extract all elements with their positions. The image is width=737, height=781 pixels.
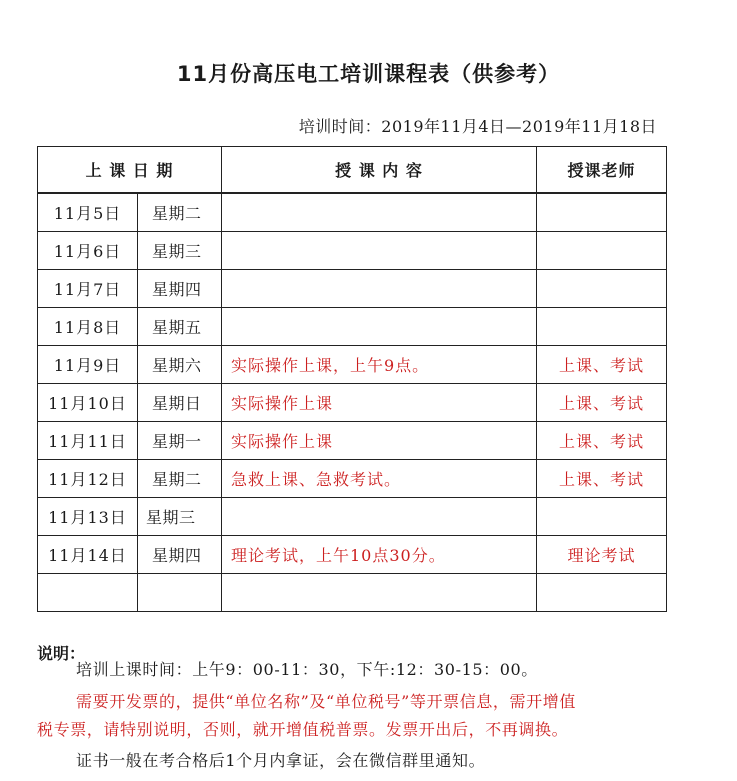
date-cell: 11月9日 <box>38 346 138 384</box>
teacher-cell: 上课、考试 <box>537 460 667 498</box>
content-cell: 实际操作上课，上午9点。 <box>222 346 537 384</box>
teacher-cell <box>537 232 667 270</box>
note-class-time: 培训上课时间：上午9：00-11：30，下午:12：30-15：00。 <box>76 660 538 679</box>
weekday-cell: 星期二 <box>138 193 222 232</box>
teacher-cell <box>537 270 667 308</box>
weekday-cell: 星期六 <box>138 346 222 384</box>
date-cell: 11月11日 <box>38 422 138 460</box>
weekday-cell: 星期二 <box>138 460 222 498</box>
table-row <box>38 460 667 498</box>
table-row <box>38 270 667 308</box>
table-row <box>38 232 667 270</box>
date-cell: 11月6日 <box>38 232 138 270</box>
date-cell: 11月13日 <box>38 498 138 536</box>
teacher-cell: 上课、考试 <box>537 346 667 384</box>
weekday-cell: 星期三 <box>138 498 222 536</box>
teacher-cell: 上课、考试 <box>537 384 667 422</box>
table-header-row <box>38 147 667 194</box>
content-cell <box>222 574 537 612</box>
weekday-cell: 星期一 <box>138 422 222 460</box>
table-row <box>38 193 667 232</box>
teacher-cell <box>537 498 667 536</box>
content-cell <box>222 270 537 308</box>
note-invoice-line-2: 税专票，请特别说明，否则，就开增值税普票。发票开出后，不再调换。 <box>37 720 569 739</box>
weekday-cell: 星期四 <box>138 270 222 308</box>
content-cell: 实际操作上课 <box>222 422 537 460</box>
note-certificate: 证书一般在考合格后1个月内拿证，会在微信群里通知。 <box>76 751 486 770</box>
notes-heading: 说明： <box>37 644 86 663</box>
table-row <box>38 574 667 612</box>
weekday-cell: 星期五 <box>138 308 222 346</box>
date-cell: 11月10日 <box>38 384 138 422</box>
date-cell: 11月5日 <box>38 193 138 232</box>
table-row <box>38 384 667 422</box>
content-cell: 实际操作上课 <box>222 384 537 422</box>
content-cell <box>222 232 537 270</box>
date-cell: 11月12日 <box>38 460 138 498</box>
table-row <box>38 536 667 574</box>
weekday-cell <box>138 574 222 612</box>
content-cell: 理论考试，上午10点30分。 <box>222 536 537 574</box>
header-teacher: 授课老师 <box>537 147 667 194</box>
date-cell: 11月14日 <box>38 536 138 574</box>
date-cell: 11月7日 <box>38 270 138 308</box>
teacher-cell <box>537 574 667 612</box>
training-period: 培训时间：2019年11月4日—2019年11月18日 <box>298 117 657 136</box>
table-row <box>38 422 667 460</box>
content-cell <box>222 498 537 536</box>
table-row <box>38 346 667 384</box>
schedule-table <box>37 146 667 612</box>
weekday-cell: 星期日 <box>138 384 222 422</box>
teacher-cell <box>537 193 667 232</box>
weekday-cell: 星期四 <box>138 536 222 574</box>
content-cell: 急救上课、急救考试。 <box>222 460 537 498</box>
teacher-cell: 上课、考试 <box>537 422 667 460</box>
teacher-cell: 理论考试 <box>537 536 667 574</box>
table-row <box>38 308 667 346</box>
date-cell <box>38 574 138 612</box>
date-cell: 11月8日 <box>38 308 138 346</box>
note-invoice-line-1: 需要开发票的，提供“单位名称”及“单位税号”等开票信息，需开增值 <box>76 692 576 711</box>
header-date: 上 课 日 期 <box>38 147 222 194</box>
teacher-cell <box>537 308 667 346</box>
header-content: 授 课 内 容 <box>222 147 537 194</box>
content-cell <box>222 308 537 346</box>
table-row <box>38 498 667 536</box>
page-title: 11月份高压电工培训课程表（供参考） <box>176 62 561 86</box>
weekday-cell: 星期三 <box>138 232 222 270</box>
content-cell <box>222 193 537 232</box>
